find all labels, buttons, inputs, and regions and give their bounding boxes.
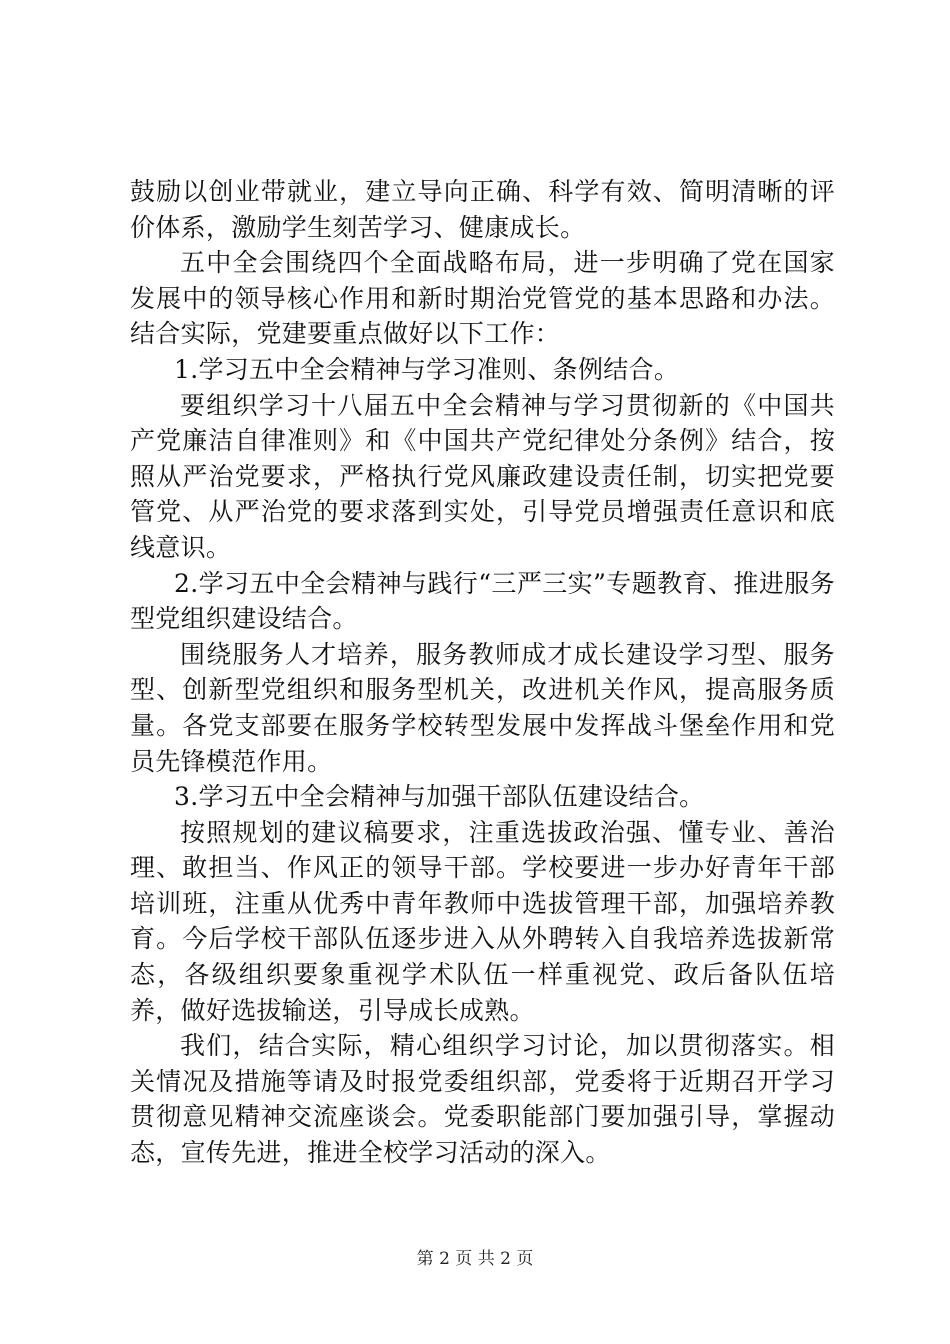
paragraph-3: 要组织学习十八届五中全会精神与学习贯彻新的《中国共产党廉洁自律准则》和《中国共产党纪律处分条例》结合，按照从严治党要求，严格执行党风廉政建设责任制，切实把党要管党、从严治党的要求落到实处，引导党员增强责任意识和底线意识。	[130, 390, 835, 562]
paragraph-2: 五中全会围绕四个全面战略布局，进一步明确了党在国家发展中的领导核心作用和新时期治党管党的基本思路和办法。结合实际，党建要重点做好以下工作：	[130, 248, 835, 349]
section-heading-2: 2.学习五中全会精神与践行“三严三实”专题教育、推进服务型党组织建设结合。	[130, 568, 835, 634]
section-heading-1: 1.学习五中全会精神与学习准则、条例结合。	[174, 354, 680, 384]
page-number-footer: 第 2 页 共 2 页	[416, 1249, 534, 1269]
document-body	[130, 174, 835, 1171]
paragraph-1: 鼓励以创业带就业，建立导向正确、科学有效、简明清晰的评价体系，激励学生刻苦学习、健康成长。	[130, 177, 835, 242]
paragraph-4: 围绕服务人才培养，服务教师成才成长建设学习型、服务型、创新型党组织和服务型机关，改进机关作风，提高服务质量。各党支部要在服务学校转型发展中发挥战斗堡垒作用和党员先锋模范作用。	[130, 639, 835, 776]
section-heading-3: 3.学习五中全会精神与加强干部队伍建设结合。	[174, 782, 705, 812]
paragraph-5: 按照规划的建议稿要求，注重选拔政治强、懂专业、善治理、敢担当、作风正的领导干部。学校要进一步办好青年干部培训班，注重从优秀中青年教师中选拔管理干部，加强培养教育。今后学校干部队伍逐步进入从外聘转入自我培养选拔新常态，各级组织要象重视学术队伍一样重视党、政后备队伍培养，做好选拔输送，引导成长成熟。	[130, 817, 835, 1025]
paragraph-6: 我们，结合实际，精心组织学习讨论，加以贯彻落实。相关情况及措施等请及时报党委组织部，党委将于近期召开学习贯彻意见精神交流座谈会。党委职能部门要加强引导，掌握动态，宣传先进，推进全校学习活动的深入。	[130, 1031, 835, 1168]
